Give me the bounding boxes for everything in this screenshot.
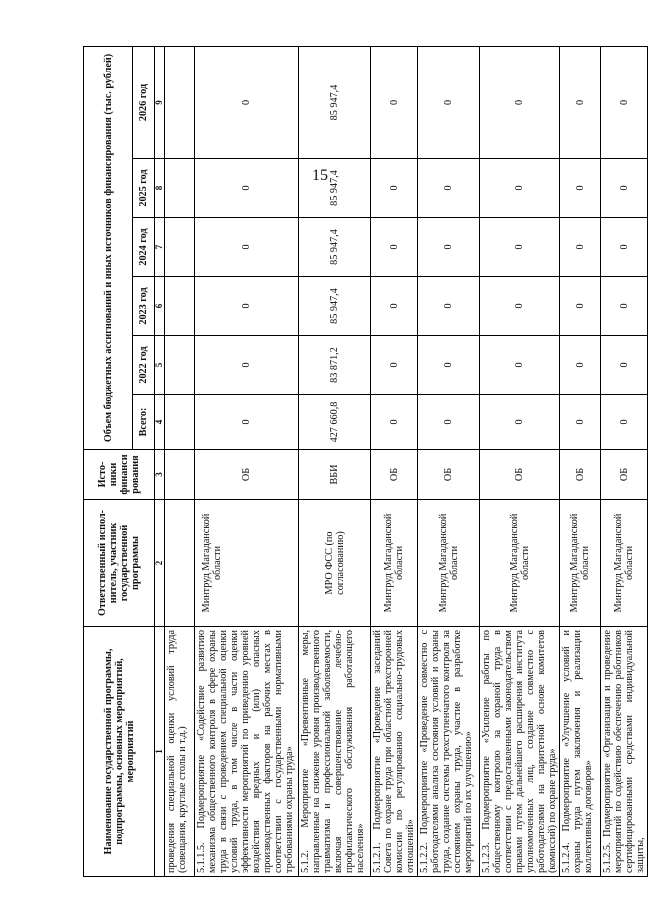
row-2025: 0 [418, 159, 480, 218]
row-2026: 0 [195, 46, 299, 158]
row-responsible [165, 500, 195, 627]
row-name: 5.1.2. Мероприятие «Превентивные меры, направленные на снижение уровня производственного травматизма и профессиональной заболеваемости, включая совершенствование лечебно-профилактического обслуживания работающего населения» [299, 627, 371, 877]
row-name: проведения специальной оценки условий труда (совещания, круглые столы и т.д.) [165, 627, 195, 877]
row-2023: 85 947,4 [299, 277, 371, 336]
table-row [195, 46, 299, 876]
col-number: 2 [155, 500, 165, 627]
row-2025: 0 [480, 159, 560, 218]
table-row [601, 46, 648, 876]
row-responsible: Минтруд Магаданской области [418, 500, 480, 627]
header-total: Всего: [133, 395, 155, 450]
col-number: 1 [155, 627, 165, 877]
row-total: 0 [371, 395, 418, 450]
col-number: 3 [155, 450, 165, 500]
row-2026: 0 [560, 46, 601, 158]
row-2025: 0 [371, 159, 418, 218]
row-2024: 0 [601, 218, 648, 277]
row-2025: 0 [601, 159, 648, 218]
row-source: ОБ [560, 450, 601, 500]
table-row [371, 46, 418, 876]
col-number: 5 [155, 336, 165, 395]
table-row [418, 46, 480, 876]
row-2025 [165, 159, 195, 218]
row-2024: 0 [480, 218, 560, 277]
row-2025: 85 947,4 [299, 159, 371, 218]
row-source: ОБ [480, 450, 560, 500]
row-2023: 0 [371, 277, 418, 336]
row-2026: 85 947,4 [299, 46, 371, 158]
col-number: 9 [155, 46, 165, 158]
row-source [165, 450, 195, 500]
row-2024: 0 [560, 218, 601, 277]
row-2026: 0 [418, 46, 480, 158]
header-responsible: Ответственный испол-нитель, участник государственной программы [84, 500, 155, 627]
row-total: 427 660,8 [299, 395, 371, 450]
row-2024: 0 [371, 218, 418, 277]
column-numbers-row [155, 46, 165, 876]
row-2025: 0 [560, 159, 601, 218]
row-2026 [165, 46, 195, 158]
row-source: ОБ [418, 450, 480, 500]
row-source: ОБ [371, 450, 418, 500]
row-total: 0 [195, 395, 299, 450]
header-2025: 2025 год [133, 159, 155, 218]
row-2023: 0 [560, 277, 601, 336]
row-2023 [165, 277, 195, 336]
row-name: 5.1.2.5. Подмероприятие «Организация и проведение мероприятий по содействию обеспечению работников сертифицированными средствами индивидуальной защиты, [601, 627, 648, 877]
row-2024: 85 947,4 [299, 218, 371, 277]
row-source: ВБИ [299, 450, 371, 500]
row-2022: 0 [601, 336, 648, 395]
header-2024: 2024 год [133, 218, 155, 277]
table-row [480, 46, 560, 876]
row-2022: 0 [418, 336, 480, 395]
row-2022: 83 871,2 [299, 336, 371, 395]
row-total: 0 [601, 395, 648, 450]
header-source: Исто-ники финанси рования [84, 450, 155, 500]
row-total [165, 395, 195, 450]
row-source: ОБ [195, 450, 299, 500]
header-2022: 2022 год [133, 336, 155, 395]
row-2022: 0 [560, 336, 601, 395]
row-2026: 0 [601, 46, 648, 158]
row-2025: 0 [195, 159, 299, 218]
row-2024 [165, 218, 195, 277]
row-2022: 0 [371, 336, 418, 395]
row-responsible: Минтруд Магаданской области [480, 500, 560, 627]
row-total: 0 [560, 395, 601, 450]
row-2023: 0 [480, 277, 560, 336]
row-2023: 0 [601, 277, 648, 336]
table-row [165, 46, 195, 876]
row-responsible: Минтруд Магаданской области [601, 500, 648, 627]
table-row [299, 46, 371, 876]
header-name: Наименование государственной программы, подпрограммы, основных мероприятий, мероприятий [84, 627, 155, 877]
page-number: 15 [312, 167, 328, 184]
row-2022 [165, 336, 195, 395]
rotated-table-container [83, 47, 646, 877]
row-responsible: Минтруд Магаданской области [195, 500, 299, 627]
col-number: 8 [155, 159, 165, 218]
header-2026: 2026 год [133, 46, 155, 158]
row-2024: 0 [418, 218, 480, 277]
row-name: 5.1.2.1. Подмероприятие «Проведение заседаний Совета по охране труда при областной трехсторонней комиссии по регулированию социально-трудовых отношений» [371, 627, 418, 877]
row-total: 0 [418, 395, 480, 450]
row-2026: 0 [480, 46, 560, 158]
header-2023: 2023 год [133, 277, 155, 336]
row-responsible: Минтруд Магаданской области [371, 500, 418, 627]
row-name: 5.1.2.3. Подмероприятие «Усиление работы по общественному контролю за охраной труда в соответствии с предоставленными законодательством правами путем дальнейшего расширения института уполномоченных лиц, создание совместно с работодателями на паритетной основе комитетов (комиссий) по охране труда» [480, 627, 560, 877]
row-2023: 0 [195, 277, 299, 336]
col-number: 7 [155, 218, 165, 277]
row-source: ОБ [601, 450, 648, 500]
col-number: 6 [155, 277, 165, 336]
row-responsible: Минтруд Магаданской области [560, 500, 601, 627]
row-2026: 0 [371, 46, 418, 158]
row-responsible: МРО ФСС (по согласованию) [299, 500, 371, 627]
row-2023: 0 [418, 277, 480, 336]
col-number: 4 [155, 395, 165, 450]
table-row [560, 46, 601, 876]
row-name: 5.1.2.4. Подмероприятие «Улучшение условий и охраны труда путем заключения и реализации коллективных договоров» [560, 627, 601, 877]
row-name: 5.1.1.5. Подмероприятие «Содействие развитию механизма общественного контроля в сфере охраны труда в связи с проведением специальной оценки условий труда, в том числе в части оценки эффективности мероприятий по приведению уровней воздействия вредных и (или) опасных производственных факторов на рабочих местах в соответствии с государственными нормативными требованиями охраны труда» [195, 627, 299, 877]
row-2022: 0 [480, 336, 560, 395]
row-total: 0 [480, 395, 560, 450]
row-2024: 0 [195, 218, 299, 277]
header-volume: Объем бюджетных ассигнований и иных источников финансирования (тыс. рублей) [84, 46, 133, 449]
row-name: 5.1.2.2. Подмероприятие «Проведение совместно с работодателями анализа состояния условий и охраны труда, создание системы трехступенчатого контроля за состоянием охраны труда, участие в разработке мероприятий по их улучшению» [418, 627, 480, 877]
financing-table [83, 46, 648, 877]
row-2022: 0 [195, 336, 299, 395]
